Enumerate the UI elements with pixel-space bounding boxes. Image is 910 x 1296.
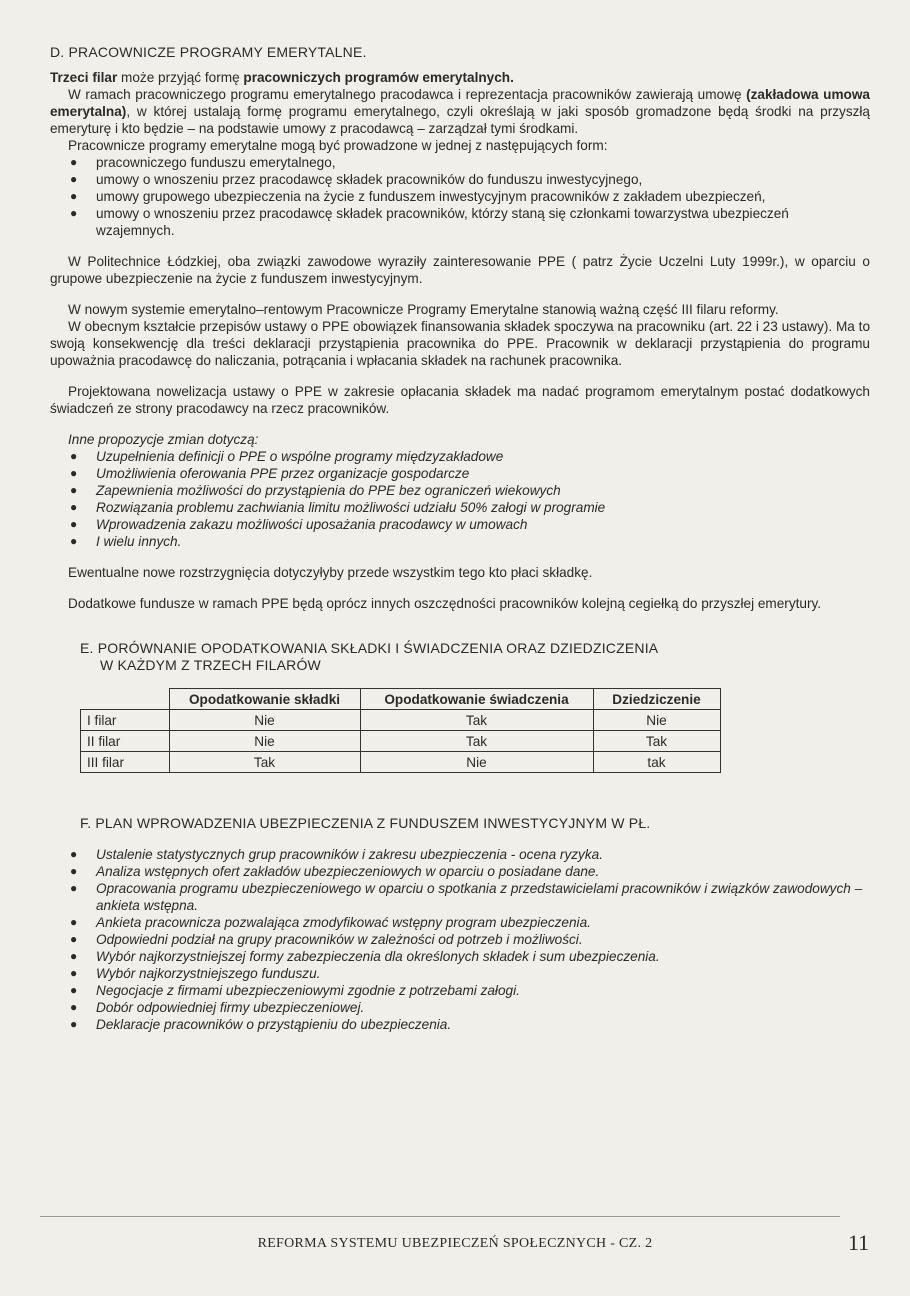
table-row <box>81 710 721 731</box>
list-item: ● Umożliwienia oferowania PPE przez organizacje gospodarcze <box>50 465 870 482</box>
table-header-cell: Opodatkowanie składki <box>169 689 360 710</box>
forms-list <box>50 154 870 239</box>
list-item: ● Ankieta pracownicza pozwalająca zmodyfikować wstępny program ubezpieczenia. <box>50 914 870 931</box>
list-item: ● pracowniczego funduszu emerytalnego, <box>50 154 870 171</box>
list-item: ● umowy grupowego ubezpieczenia na życie z funduszem inwestycyjnym pracowników z zakładem ubezpieczeń, <box>50 188 870 205</box>
table-cell: Nie <box>169 731 360 752</box>
list-item: ● I wielu innych. <box>50 533 870 550</box>
plan-list <box>50 846 870 1033</box>
paragraph-2: Pracownicze programy emerytalne mogą być prowadzone w jednej z następujących form: <box>68 138 608 153</box>
table-header-cell <box>81 689 170 710</box>
list-item: ● Zapewnienia możliwości do przystąpienia do PPE bez ograniczeń wiekowych <box>50 482 870 499</box>
paragraph-8: Dodatkowe fundusze w ramach PPE będą oprócz innych oszczędności pracowników kolejną cegiełką do przyszłej emerytury. <box>68 596 822 611</box>
table-cell: III filar <box>81 752 170 773</box>
list-item: ● Dobór odpowiedniej firmy ubezpieczeniowej. <box>50 999 870 1016</box>
list-item: ● umowy o wnoszeniu przez pracodawcę składek pracowników do funduszu inwestycyjnego, <box>50 171 870 188</box>
table-header-cell: Opodatkowanie świadczenia <box>360 689 593 710</box>
other-proposals-list <box>50 448 870 550</box>
page-number: 11 <box>848 1230 870 1255</box>
paragraph-7: Ewentualne nowe rozstrzygnięcia dotyczyłyby przede wszystkim tego kto płaci składkę. <box>68 565 593 580</box>
table-row <box>81 731 721 752</box>
list-item: ● Ustalenie statystycznych grup pracowników i zakresu ubezpieczenia - ocena ryzyka. <box>50 846 870 863</box>
lead-mid: może przyjąć formę <box>117 70 244 85</box>
list-item: ● Analiza wstępnych ofert zakładów ubezpieczeniowych w oparciu o posiadane dane. <box>50 863 870 880</box>
list-item: ● Wprowadzenia zakazu możliwości uposażania pracodawcy w umowach <box>50 516 870 533</box>
page-content <box>50 44 870 1033</box>
table-cell: Tak <box>360 710 593 731</box>
footer-title: REFORMA SYSTEMU UBEZPIECZEŃ SPOŁECZNYCH - CZ. 2 <box>257 1236 653 1251</box>
lead-bold-2: pracowniczych programów emerytalnych. <box>243 70 514 85</box>
list-item: ● Odpowiedni podział na grupy pracowników w zależności od potrzeb i możliwości. <box>50 931 870 948</box>
section-d-lead <box>50 69 870 86</box>
table-cell: II filar <box>81 731 170 752</box>
paragraph-1-a: W ramach pracowniczego programu emerytalnego pracodawca i reprezentacja pracowników zawierają umowę <box>68 87 747 102</box>
paragraph-1-b: , w której ustalają formę programu emerytalnego, czyli określają w jaki sposób gromadzone będą środki na przyszłą emeryturę i kto będzie – na podstawie umowy z pracodawcą – zarządzał tymi środkami. <box>50 104 870 136</box>
table-row <box>81 752 721 773</box>
table-cell: Nie <box>360 752 593 773</box>
list-item: ● Uzupełnienia definicji o PPE o wspólne programy międzyzakładowe <box>50 448 870 465</box>
lead-bold-1: Trzeci filar <box>50 70 118 85</box>
list-item: ● umowy o wnoszeniu przez pracodawcę składek pracowników, którzy staną się członkami towarzystwa ubezpieczeń wzajemnych. <box>50 205 870 239</box>
table-cell: tak <box>593 752 720 773</box>
comparison-table <box>80 688 721 773</box>
section-e-heading <box>50 640 870 674</box>
paragraph-1 <box>50 86 870 137</box>
list-item: ● Wybór najkorzystniejszej formy zabezpieczenia dla określonych składek i sum ubezpieczenia. <box>50 948 870 965</box>
paragraph-3: W Politechnice Łódzkiej, oba związki zawodowe wyraziły zainteresowanie PPE ( patrz Życie Uczelni Luty 1999r.), w oparciu o grupowe ubezpieczenie na życie z funduszem inwestycyjnym. <box>50 254 870 286</box>
list-item: ● Rozwiązania problemu zachwiania limitu możliwości udziału 50% załogi w programie <box>50 499 870 516</box>
table-cell: I filar <box>81 710 170 731</box>
section-e-heading-line2: W KAŻDYM Z TRZECH FILARÓW <box>100 657 321 673</box>
footer-divider <box>40 1216 840 1217</box>
table-cell: Tak <box>360 731 593 752</box>
table-cell: Tak <box>593 731 720 752</box>
paragraph-5: W obecnym kształcie przepisów ustawy o PPE obowiązek finansowania składek spoczywa na pracowniku (art. 22 i 23 ustawy). Ma to swoją konsekwencję dla treści deklaracji przystąpienia pracownika do PPE. Pracownik w deklaracji przystąpienia do programu upoważnia pracodawcę do naliczania, potrącania i wpłacania składek na rachunek pracownika. <box>50 319 870 368</box>
list-item: ● Wybór najkorzystniejszego funduszu. <box>50 965 870 982</box>
other-proposals-heading: Inne propozycje zmian dotyczą: <box>68 432 259 447</box>
paragraph-1-bold: (zakładowa umowa emerytalna) <box>50 87 870 119</box>
table-header-cell: Dziedziczenie <box>593 689 720 710</box>
list-item: ● Negocjacje z firmami ubezpieczeniowymi zgodnie z potrzebami załogi. <box>50 982 870 999</box>
table-cell: Tak <box>169 752 360 773</box>
paragraph-6: Projektowana nowelizacja ustawy o PPE w zakresie opłacania składek ma nadać programom emerytalnym postać dodatkowych świadczeń ze strony pracodawcy na rzecz pracowników. <box>50 384 870 416</box>
table-cell: Nie <box>169 710 360 731</box>
list-item: ● Opracowania programu ubezpieczeniowego w oparciu o spotkania z przedstawicielami pracowników i związków zawodowych – ankieta wstępna. <box>50 880 870 914</box>
section-f-heading: F. PLAN WPROWADZENIA UBEZPIECZENIA Z FUNDUSZEM INWESTYCYJNYM W PŁ. <box>80 815 651 831</box>
section-e-heading-line1: E. PORÓWNANIE OPODATKOWANIA SKŁADKI I ŚWIADCZENIA ORAZ DZIEDZICZENIA <box>80 640 659 656</box>
table-cell: Nie <box>593 710 720 731</box>
section-d-heading: D. PRACOWNICZE PROGRAMY EMERYTALNE. <box>50 44 367 60</box>
table-header-row <box>81 689 721 710</box>
paragraph-4: W nowym systemie emerytalno–rentowym Pracownicze Programy Emerytalne stanowią ważną część III filaru reformy. <box>68 302 779 317</box>
list-item: ● Deklaracje pracowników o przystąpieniu do ubezpieczenia. <box>50 1016 870 1033</box>
